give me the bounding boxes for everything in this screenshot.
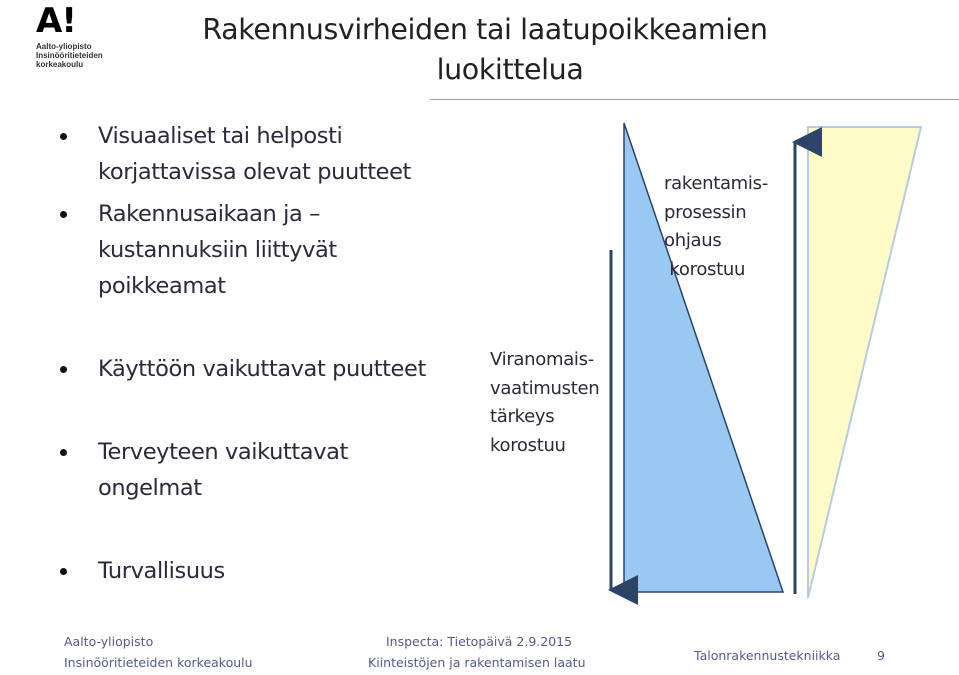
process-label-line: korostuu [664,258,746,280]
bullet-line: korjattavissa olevat puutteet [98,159,411,185]
logo-line-3: korkeakoulu [36,60,84,69]
process-label-line: ohjaus [664,230,722,251]
bullet-line: Visuaaliset tai helposti [98,123,343,149]
footer-event-line-2: Kiinteistöjen ja rakentamisen laatu [368,655,586,670]
footer-event-line-1: Inspecta: Tietopäivä 2.9.2015 [386,634,573,649]
process-label-line: prosessin [664,201,747,223]
authority-label-line: Viranomais- [490,349,594,370]
bullet-line: Käyttöön vaikuttavat puutteet [98,356,426,382]
authority-label-line: vaatimusten [490,377,600,399]
footer-event [368,631,586,673]
page-number: 9 [877,648,885,663]
authority-label [490,346,599,460]
bullet-line: Rakennusaikaan ja – [98,201,321,227]
footer-org-line-2: Insinööritieteiden korkeakoulu [64,655,253,670]
logo-line-1: Aalto-yliopisto [36,42,92,51]
slide-title-line-2: luokittelua [436,53,584,86]
footer-course: Talonrakennustekniikka [694,648,841,663]
logo-line-2: Insinööritieteiden [36,51,103,60]
authority-label-line: tärkeys [490,406,555,427]
logo-mark: A! [36,1,76,41]
bullet-line: poikkeamat [98,273,226,299]
bullet-line: kustannuksiin liittyvät [98,237,337,263]
process-label [664,170,768,284]
process-label-line: rakentamis- [664,173,768,194]
bullet-line: ongelmat [98,475,202,501]
footer-org-line-1: Aalto-yliopisto [64,634,154,649]
bullet-line: Terveyteen vaikuttavat [98,439,348,465]
authority-label-line: korostuu [490,434,566,456]
yellow-triangle [808,127,921,598]
footer-organization [64,631,253,673]
bullet-line: Turvallisuus [98,558,225,584]
slide-title-line-1: Rakennusvirheiden tai laatupoikkeamien [202,13,768,46]
